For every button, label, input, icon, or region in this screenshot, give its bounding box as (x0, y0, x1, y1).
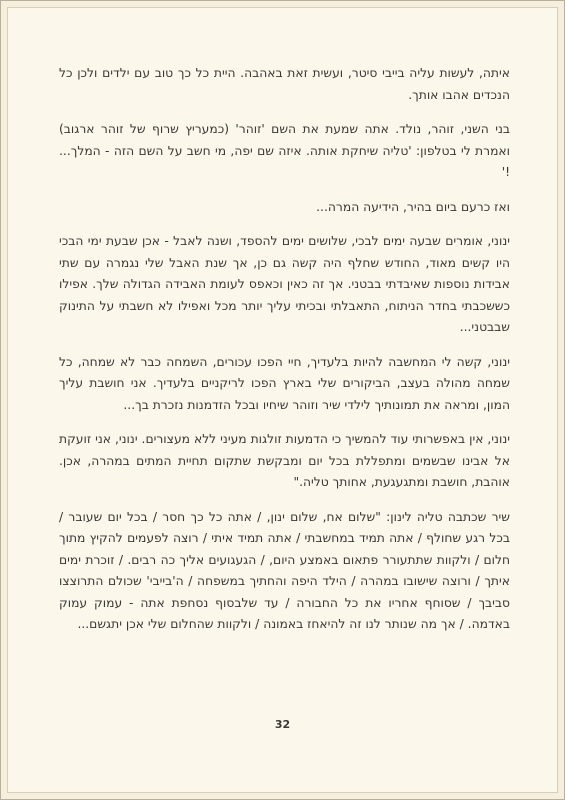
paragraph-7: שיר שכתבה טליה לינון: "שלום אח, שלום ינון, / אתה כל כך חסר / בכל יום שעובר / בכל רגע שחולף / אתה תמיד במחשבתי / אתה תמיד איתי / רוצה לפעמים להקיץ מתוך חלום / ולקוות שתתעורר פתאום באמצע היום, / הגעגועים אליך כה רבים. / זוכרת ימים איתך / ורוצה שישובו במהרה / הילד היפה והחתיך במשפחה / ה'בייבי' שכולם התרוצצו סביבך / שסוחף אחריו את כל החבורה / עד שלבסוף נסחפת אתה - עמוק עמוק באדמה. / אך מה שנותר לנו זה להיאחז באמונה / ולקוות שהחלום שלי אכן יתגשם... (59, 509, 510, 631)
body-text (59, 63, 510, 636)
paragraph-6: ינוני, אין באפשרותי עוד להמשיך כי הדמעות זולגות מעיני ללא מעצורים. ינוני, אני זועקת אל אבינו שבשמים ומתפללת בכל יום ומבקשת שתקום תחיית המתים במהרה, אכן. אוהבת, חושבת ומתגעגעת, אחותך טליה." (59, 432, 510, 489)
paragraph-5: ינוני, קשה לי המחשבה להיות בלעדיך, חיי הפכו עכורים, השמחה כבר לא שמחה, כל שמחה מהולה בעצב, הביקורים שלי בארץ הפכו לריקניים בלעדיך. אני חושבת עליך המון, ומראה את תמונותיך לילדי שיר וזוהר שיחיו ובכל הזדמנות נזכרת בך... (59, 354, 510, 412)
paragraph-1: איתה, לעשות עליה בייבי סיטר, ועשית זאת באהבה. היית כל כך טוב עם ילדים ולכן כל הנכדים אהבו אותך. (59, 66, 510, 102)
paragraph-4: ינוני, אומרים שבעה ימים לבכי, שלושים ימים להספד, ושנה לאבל - אכן שבעת ימי הבכי היו קשים מאוד, החודש שחלף היה קשה גם כן, אך שנת האבל שלי נגמרה עם שתי אבידות נוספות שאיבדתי בבטני. אך זה כאין וכאפס לעומת האבידה הגדולה שלך. אפילו כששכבתי בחדר הניתוח, התאבלתי ובכיתי עליך יותר מכל ואפילו לא חשבתי על התינוק שבבטני... (59, 234, 510, 334)
paragraph-2: בני השני, זוהר, נולד. אתה שמעת את השם 'זוהר' (כמעריץ שרוף של זוהר ארגוב) ואמרת לי בטלפון: 'טליה שיחקת אותה. איזה שם יפה, מי חשב על השם הזה - המלך... !' (59, 122, 510, 179)
page-number: 32 (274, 718, 291, 731)
paragraph-3: ואז כרעם ביום בהיר, הידיעה המרה... (316, 199, 510, 214)
